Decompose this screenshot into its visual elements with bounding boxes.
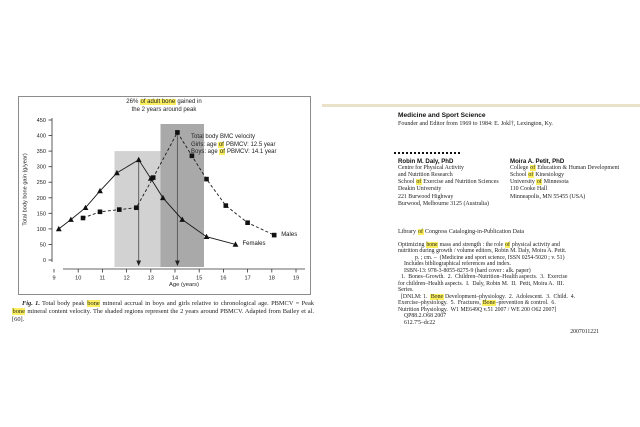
figure-caption-text: Total body peak bone mineral accrual in boys and girls relative to chronological age. PBMCV = Peak bone mineral content velocity. The shaded regions represent the 2 years around PBMCV. Adapted from Bailey et al. [60]. (12, 300, 314, 323)
svg-text:450: 450 (36, 118, 46, 124)
svg-text:200: 200 (36, 195, 46, 202)
svg-text:14: 14 (171, 275, 179, 282)
founder-line: Founder and Editor from 1969 to 1984: E. Jokl†, Lexington, Ky. (398, 121, 553, 127)
svg-text:150: 150 (36, 211, 46, 218)
dotted-separator (394, 152, 460, 154)
address-line: 110 Cooke Hall (510, 186, 548, 193)
address-line: Minneapolis, MN 55455 (USA) (510, 193, 586, 200)
control-number: 2007011221 (570, 329, 599, 336)
loc-block (398, 242, 634, 327)
loc-line: 612.7'5–dc22 (404, 319, 436, 326)
address-line: 221 Burwood Highway (398, 193, 454, 200)
bone-accrual-chart (19, 97, 310, 299)
series-label-females: Females (242, 240, 266, 247)
svg-text:50: 50 (39, 242, 46, 249)
loc-line: Series. (398, 287, 414, 294)
annotation-line: Total body BMC velocity (191, 134, 256, 140)
chart-box (18, 96, 311, 295)
annotation-line: 26% of adult bone gained in (126, 99, 202, 105)
loc-line: nutrition during growth / volume editors, Robin M. Daly, Moira A. Petit. (398, 248, 567, 255)
address-line: College of Education & Human Development (510, 165, 620, 172)
loc-line: Exercise–physiology. 5. Fractures, Bone–prevention & control. 6. (398, 300, 556, 307)
address-line: School of Kinesiology (510, 172, 565, 179)
address-line: Centre for Physical Activity (398, 165, 464, 172)
author-column (510, 158, 634, 208)
loc-line: 1. Bones–Growth. 2. Children–Nutrition–Health aspects. 3. Exercise (401, 274, 568, 281)
loc-line: Nutrition Physiology. W1 ME649Q v.51 2007 / WE 200 O62 2007] (398, 306, 557, 313)
series-label-males: Males (281, 231, 298, 238)
loc-line: for children–Health aspects. I. Daly, Robin M. II. Petit, Moira A. III. (398, 280, 565, 287)
svg-text:250: 250 (36, 180, 46, 187)
loc-line: QP88.2.O68 2007 (404, 313, 447, 320)
svg-text:12: 12 (123, 275, 130, 282)
annotation-line: Boys: age of PBMCV: 14.1 year (191, 149, 277, 156)
x-axis-title: Age (years) (169, 282, 199, 288)
svg-text:17: 17 (244, 275, 251, 282)
svg-text:15: 15 (196, 275, 203, 282)
copyright-content (398, 112, 634, 336)
figure-caption-label: Fig. 1. (22, 300, 40, 307)
loc-line: Includes bibliographical references and index. (404, 261, 512, 268)
svg-text:350: 350 (36, 149, 46, 156)
address-line: Deakin University (398, 186, 442, 193)
address-line: Burwood, Melbourne 3125 (Australia) (398, 200, 489, 207)
svg-text:16: 16 (220, 275, 227, 282)
svg-text:19: 19 (292, 275, 300, 282)
bmc-velocity-note (191, 134, 277, 157)
svg-text:300: 300 (36, 164, 46, 171)
copyright-page (322, 104, 640, 335)
author-name: Robin M. Daly, PhD (398, 158, 454, 165)
journal-title: Medicine and Sport Science (398, 111, 486, 119)
svg-text:100: 100 (36, 226, 46, 233)
loc-heading: Library of Congress Cataloging-in-Publication Data (398, 228, 524, 235)
annotation-line: Girls: age of PBMCV: 12.5 year (191, 141, 276, 148)
svg-text:0: 0 (42, 258, 46, 264)
author-column (398, 158, 510, 208)
svg-text:9: 9 (52, 275, 56, 282)
loc-line: ISBN-13: 978-3-8055-8275-9 (hard cover : alk. paper) (404, 267, 531, 274)
address-line: University of Minnesota (510, 179, 569, 186)
loc-line: [DNLM: 1. Bone Development–physiology. 2. Adolescent. 3. Child. 4. (401, 293, 576, 300)
y-axis-title: Total body bone gain (g/year) (22, 153, 29, 226)
address-line: School of Exercise and Nutrition Sciences (398, 179, 499, 186)
peak-gain-note (79, 99, 249, 114)
tan-rule (322, 104, 640, 107)
svg-text:10: 10 (75, 275, 82, 282)
annotation-line: the 2 years around peak (131, 106, 197, 113)
editors-block (398, 158, 634, 208)
svg-text:13: 13 (147, 275, 154, 282)
svg-text:11: 11 (99, 275, 106, 282)
loc-line: Optimizing bone mass and strength : the role of physical activity and (398, 241, 560, 248)
author-name: Moira A. Petit, PhD (510, 158, 565, 165)
address-line: and Nutrition Research (398, 172, 453, 179)
svg-text:18: 18 (268, 275, 275, 282)
svg-text:400: 400 (36, 133, 46, 140)
figure-caption (12, 300, 314, 324)
loc-line: p. ; cm. – (Medicine and sport science, ISSN 0254-5020 ; v. 51) (415, 254, 565, 261)
